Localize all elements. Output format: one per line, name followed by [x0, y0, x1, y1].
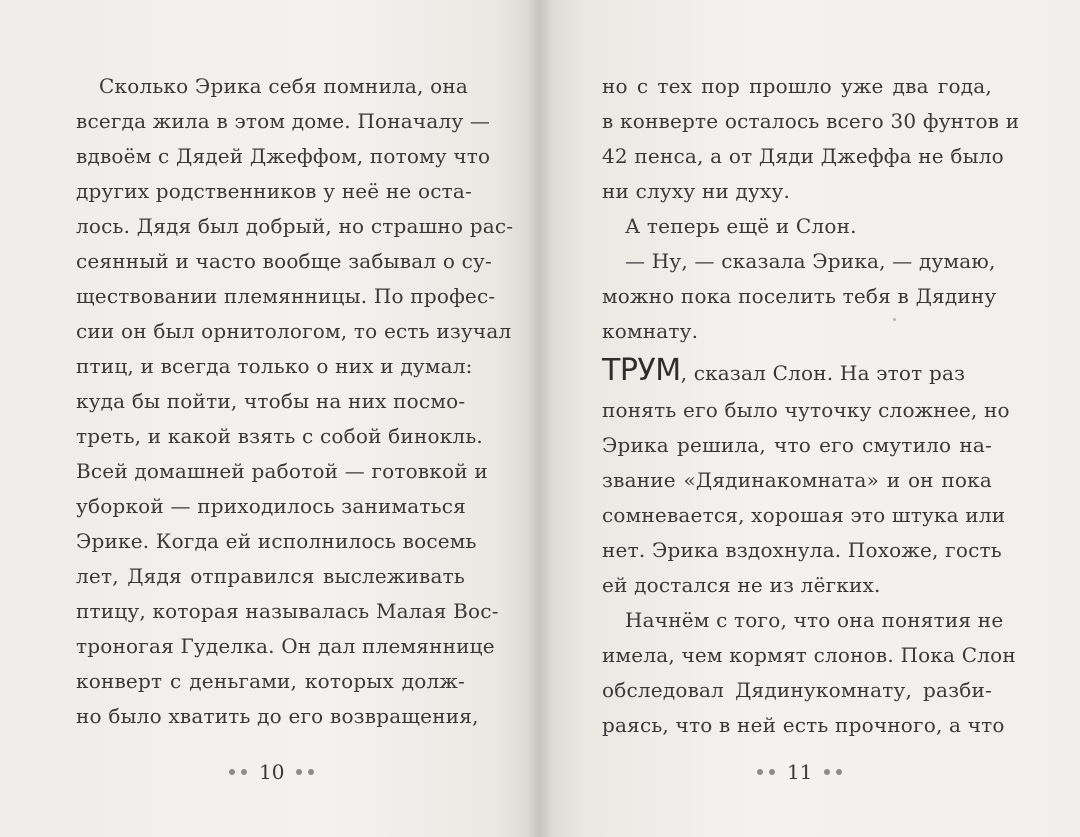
text-line: птиц, и всегда только о них и думал: — [76, 354, 473, 378]
text-line: 42 пенса, а от Дяди Джеффа не было — [602, 144, 1004, 168]
page-number-value: 10 — [259, 760, 285, 784]
page-number-right — [757, 757, 842, 787]
text-line: Эрике. Когда ей исполнилось восемь — [76, 529, 477, 553]
text-line: сомневается, хорошая это штука или — [602, 503, 1006, 527]
text-line: — Ну, — сказала Эрика, — думаю, — [625, 249, 996, 273]
text-line: понять его было чуточку сложнее, но — [602, 398, 1010, 422]
text-line: Эрика решила, что его смутило на- — [602, 433, 992, 457]
text-line: треть, и какой взять с собой бинокль. — [76, 424, 483, 448]
text-line: имела, чем кормят слонов. Пока Слон — [602, 643, 1016, 667]
text-line: сии он был орнитологом, то есть изучал — [76, 319, 512, 343]
book-gutter — [527, 0, 553, 837]
page-number-left — [229, 757, 314, 787]
folio-dot — [308, 769, 314, 775]
text-line: раясь, что в ней есть прочного, а что — [602, 713, 1005, 737]
text-line: птицу, которая называлась Малая Вос- — [76, 599, 499, 623]
text-line: других родственников у неё не оста- — [76, 179, 472, 203]
text-line: звание «Дядинакомната» и он пока — [602, 468, 992, 492]
folio-dot — [757, 769, 763, 775]
folio-dot — [769, 769, 775, 775]
text-line: лет, Дядя отправился выслеживать — [76, 564, 465, 588]
text-line: куда бы пойти, чтобы на них посмо- — [76, 389, 466, 413]
sound-line — [602, 349, 992, 393]
text-line: комнату. — [602, 319, 699, 343]
text-line: Сколько Эрика себя помнила, она — [99, 74, 469, 98]
folio-dot — [229, 769, 235, 775]
folio-dot — [836, 769, 842, 775]
page-number-value: 11 — [787, 760, 813, 784]
text-line: Всей домашней работой — готовкой и — [76, 459, 488, 483]
text-line: вдвоём с Дядей Джеффом, потому что — [76, 144, 491, 168]
folio-dot — [241, 769, 247, 775]
text-line: можно пока поселить тебя в Дядину — [602, 284, 997, 308]
text-line: обследовал Дядинукомнату, разби- — [602, 678, 992, 702]
sound-line-rest: , сказал Слон. На этот раз — [680, 361, 966, 385]
text-line: ей достался не из лёгких. — [602, 573, 881, 597]
text-line: уборкой — приходилось заниматься — [76, 494, 467, 518]
right-page-text — [602, 69, 1020, 743]
text-line: но было хватить до его возвращения, — [76, 704, 479, 728]
text-line: троногая Гуделка. Он дал племяннице — [76, 634, 495, 658]
text-line: А теперь ещё и Слон. — [625, 214, 857, 238]
text-line: сеянный и часто вообще забывал о су- — [76, 249, 492, 273]
text-line: всегда жила в этом доме. Поначалу — — [76, 109, 491, 133]
text-line: ни слуху ни духу. — [602, 179, 790, 203]
left-page-text — [76, 69, 514, 734]
folio-dot — [296, 769, 302, 775]
text-line: в конверте осталось всего 30 фунтов и — [602, 109, 1020, 133]
text-line: лось. Дядя был добрый, но страшно рас- — [76, 214, 514, 238]
folio-dot — [824, 769, 830, 775]
text-line: Начнём с того, что она понятия не — [625, 608, 1004, 632]
text-line: нет. Эрика вздохнула. Похоже, гость — [602, 538, 1002, 562]
text-line: но с тех пор прошло уже два года, — [602, 74, 992, 98]
sound-word: ТРУМ — [602, 353, 681, 388]
text-line: ществовании племянницы. По профес- — [76, 284, 496, 308]
text-line: конверт с деньгами, которых долж- — [76, 669, 465, 693]
